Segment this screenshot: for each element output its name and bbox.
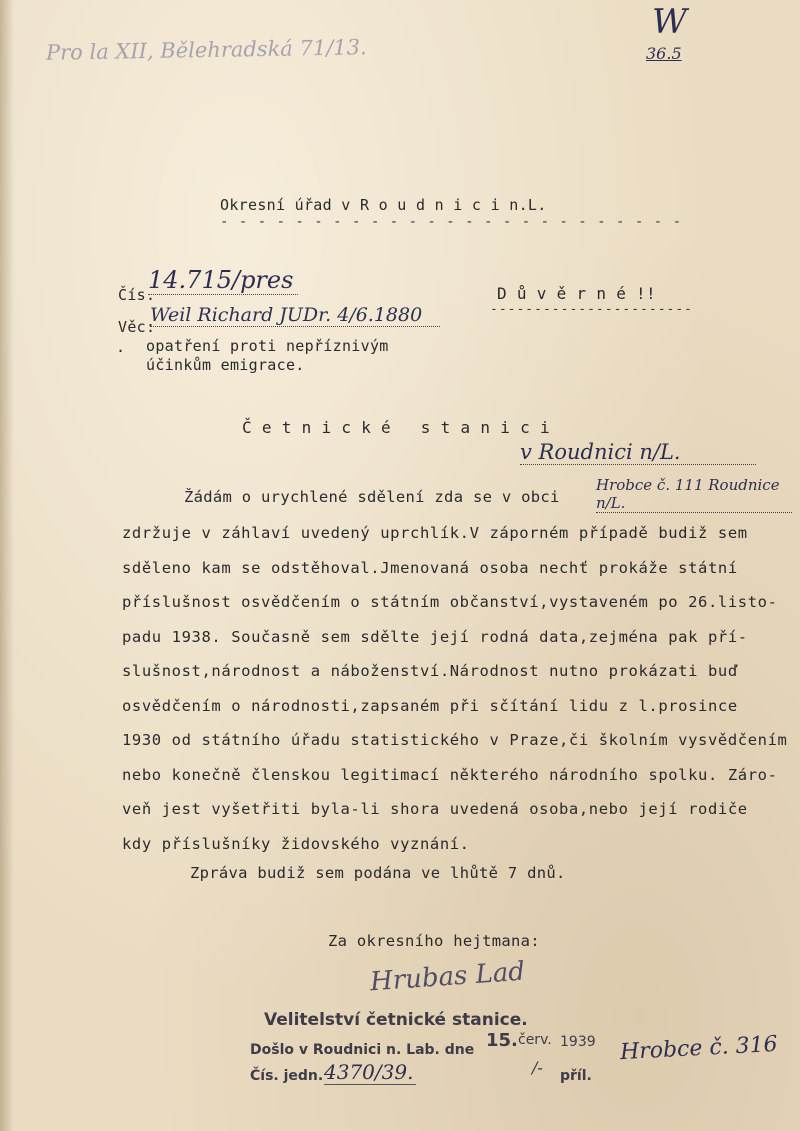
confidential-mark: D ů v ě r n é !! bbox=[497, 284, 656, 303]
stamp-line-1: Velitelství četnické stanice. bbox=[264, 1010, 528, 1030]
archive-number: 36.5 bbox=[646, 44, 682, 63]
subject-handwritten: Weil Richard JUDr. 4/6.1880 bbox=[150, 304, 440, 327]
subject-line-1: opatření proti nepříznivým bbox=[146, 337, 389, 355]
heading-rule: - - - - - - - - - - - - - - - - - - - - - - - - - bbox=[220, 214, 683, 230]
recipient-place: v Roudnici n/L. bbox=[520, 440, 756, 465]
signature-for-label: Za okresního hejtmana: bbox=[328, 932, 540, 950]
confidential-rule: ----------------------- bbox=[490, 302, 694, 317]
body-line: sděleno kam se odstěhoval.Jmenovaná osoba nechť prokáže státní bbox=[122, 558, 738, 577]
body-line: osvědčením o národnosti,zapsaném při sčítání lidu z l.prosince bbox=[122, 696, 738, 715]
subject-label: Věc: bbox=[118, 318, 156, 336]
body-line: kdy příslušníky židovského vyznání. bbox=[122, 834, 470, 853]
stamp-number-label: Čís. jedn. bbox=[250, 1068, 324, 1084]
signature: Hrubas Lad bbox=[369, 956, 526, 998]
stamp-received-label: Došlo v Roudnici n. Lab. dne bbox=[250, 1042, 475, 1058]
subject-bullet: . bbox=[116, 338, 126, 356]
body-line: veň jest vyšetřiti byla-li shora uvedená osoba,nebo její rodiče bbox=[122, 800, 748, 818]
stamp-attachments-label: příl. bbox=[560, 1068, 592, 1084]
deadline-line: Zpráva budiž sem podána ve lhůtě 7 dnů. bbox=[190, 864, 566, 882]
number-value: 14.715/pres bbox=[148, 266, 298, 295]
number-label: Čís. bbox=[118, 286, 156, 304]
body-line: padu 1938. Současně sem sdělte její rodná data,zejména pak pří- bbox=[122, 627, 748, 646]
stamp-day: 15. bbox=[486, 1030, 518, 1051]
subject-line-2: účinkům emigrace. bbox=[146, 356, 305, 374]
stamp-number-value: 4370/39. bbox=[324, 1060, 416, 1085]
body-line: zdržuje v záhlaví uvedený uprchlík.V záporném případě budiž sem bbox=[122, 524, 748, 542]
stamp-month: červ. bbox=[518, 1032, 552, 1048]
stamp-year: 1939 bbox=[560, 1034, 596, 1050]
page-edge-shadow bbox=[0, 0, 14, 1131]
pencil-annotation: Pro la XII, Bělehradská 71/13. bbox=[45, 35, 367, 65]
stamp-attachments-value: /- bbox=[532, 1058, 543, 1077]
body-line: příslušnost osvědčením o státním občanství,vystaveném po 26.listo- bbox=[122, 593, 778, 611]
archive-letter: W bbox=[652, 2, 687, 42]
body-line: 1930 od státního úřadu statistického v Praze,či školním vysvědčením bbox=[122, 731, 788, 749]
body-line-1-handwritten: Hrobce č. 111 Roudnice n/L. bbox=[596, 476, 792, 513]
body-line: nebo konečně členskou legitimací některého národního spolku. Záro- bbox=[122, 765, 778, 784]
body-line: slušnost,národnost a náboženství.Národnost nutno prokázati buď bbox=[122, 662, 738, 680]
handwritten-note: Hrobce č. 316 bbox=[619, 1031, 779, 1066]
body-line-1: Žádám o urychlené sdělení zda se v obci bbox=[184, 488, 560, 506]
recipient-title: Č e t n i c k é s t a n i c i bbox=[242, 418, 550, 437]
office-heading: Okresní úřad v R o u d n i c i n.L. bbox=[220, 196, 547, 214]
